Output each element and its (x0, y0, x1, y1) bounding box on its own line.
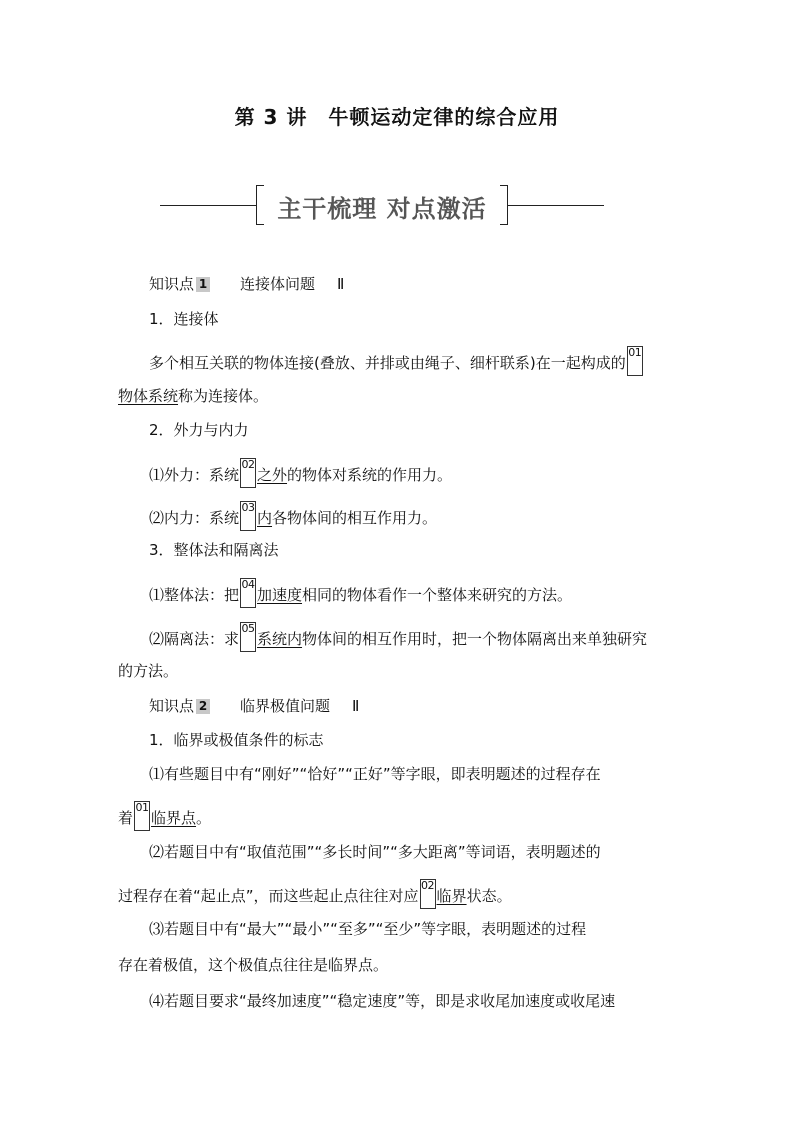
text-run: ⑵内力：系统 (149, 509, 240, 527)
text-run: 相同的物体看作一个整体来研究的方法。 (302, 586, 573, 604)
kp-name: 临界极值问题 (240, 697, 331, 715)
answer-text: 临界点 (151, 809, 197, 827)
text-run: 多个相互关联的物体连接(叠放、并排或由绳子、细杆联系)在一起构成的 (149, 354, 626, 372)
paragraph-line: ⑷若题目要求“最终加速度”“稳定速度”等，即是求收尾加速度或收尾速 (149, 992, 616, 1010)
paragraph-line: ⑶若题目中有“最大”“最小”“至多”“至少”等字眼，表明题述的过程 (149, 920, 587, 938)
answer-text: 之外 (257, 466, 288, 484)
answer-box (134, 801, 150, 831)
answer-number: 02 (241, 458, 255, 471)
answer-box (240, 578, 256, 608)
knowledge-point-2 (149, 696, 359, 716)
answer-text: 物体系统 (118, 387, 179, 405)
answer-number: 03 (241, 501, 255, 514)
text-run: ⑴整体法：把 (149, 586, 240, 604)
answer-box (420, 879, 436, 909)
section-heading: 3．整体法和隔离法 (149, 541, 279, 559)
answer-text: 内 (257, 509, 273, 527)
section-banner (160, 183, 604, 227)
text-run: 物体间的相互作用时，把一个物体隔离出来单独研究 (302, 630, 648, 648)
text-run: ⑴外力：系统 (149, 466, 240, 484)
answer-text: 加速度 (257, 586, 303, 604)
answer-box (240, 622, 256, 652)
section-heading: 1．临界或极值条件的标志 (149, 731, 324, 749)
paragraph-line: 存在着极值，这个极值点往往是临界点。 (118, 956, 389, 974)
text-run: 状态。 (466, 887, 512, 905)
paragraph-line (149, 622, 647, 652)
text-run: 过程存在着“起止点”，而这些起止点往往对应 (118, 887, 419, 905)
text-run: ⑵隔离法：求 (149, 630, 240, 648)
section-heading: 1．连接体 (149, 310, 219, 328)
kp-prefix: 知识点 (149, 697, 195, 715)
answer-number: 02 (421, 879, 435, 892)
kp-prefix: 知识点 (149, 275, 195, 293)
knowledge-point-1 (149, 274, 344, 294)
kp-number-badge: 1 (196, 277, 210, 292)
section-heading: 2．外力与内力 (149, 421, 249, 439)
paragraph-line: ⑴有些题目中有“刚好”“恰好”“正好”等字眼，即表明题述的过程存在 (149, 765, 601, 783)
paragraph-line (149, 346, 644, 376)
paragraph-line (118, 879, 512, 909)
banner-bracket-left (256, 185, 264, 225)
answer-number: 05 (241, 622, 255, 635)
kp-level: Ⅱ (337, 275, 345, 293)
paragraph-line: ⑵若题目中有“取值范围”“多长时间”“多大距离”等词语，表明题述的 (149, 843, 601, 861)
banner-rule-left (160, 205, 256, 206)
text-run: 各物体间的相互作用力。 (272, 509, 438, 527)
kp-name: 连接体问题 (240, 275, 316, 293)
paragraph-line (118, 386, 268, 406)
text-run: 称为连接体。 (178, 387, 269, 405)
text-run: 着 (118, 809, 134, 827)
text-run: 的物体对系统的作用力。 (287, 466, 453, 484)
banner-rule-right (507, 205, 604, 206)
paragraph-line (149, 578, 572, 608)
answer-text: 临界 (436, 887, 467, 905)
page-title: 第 3 讲 牛顿运动定律的综合应用 (234, 105, 560, 129)
answer-number: 01 (135, 801, 149, 814)
answer-box (240, 501, 256, 531)
answer-number: 01 (628, 346, 642, 359)
paragraph-line (118, 801, 211, 831)
kp-number-badge: 2 (196, 699, 210, 714)
text-run: 。 (196, 809, 212, 827)
banner-text: 主干梳理 对点激活 (277, 194, 487, 223)
answer-box (627, 346, 643, 376)
answer-text: 系统内 (257, 630, 303, 648)
paragraph-line (149, 458, 452, 488)
paragraph-line (149, 501, 437, 531)
paragraph-line: 的方法。 (118, 662, 179, 680)
kp-level: Ⅱ (352, 697, 360, 715)
answer-number: 04 (241, 578, 255, 591)
answer-box (240, 458, 256, 488)
